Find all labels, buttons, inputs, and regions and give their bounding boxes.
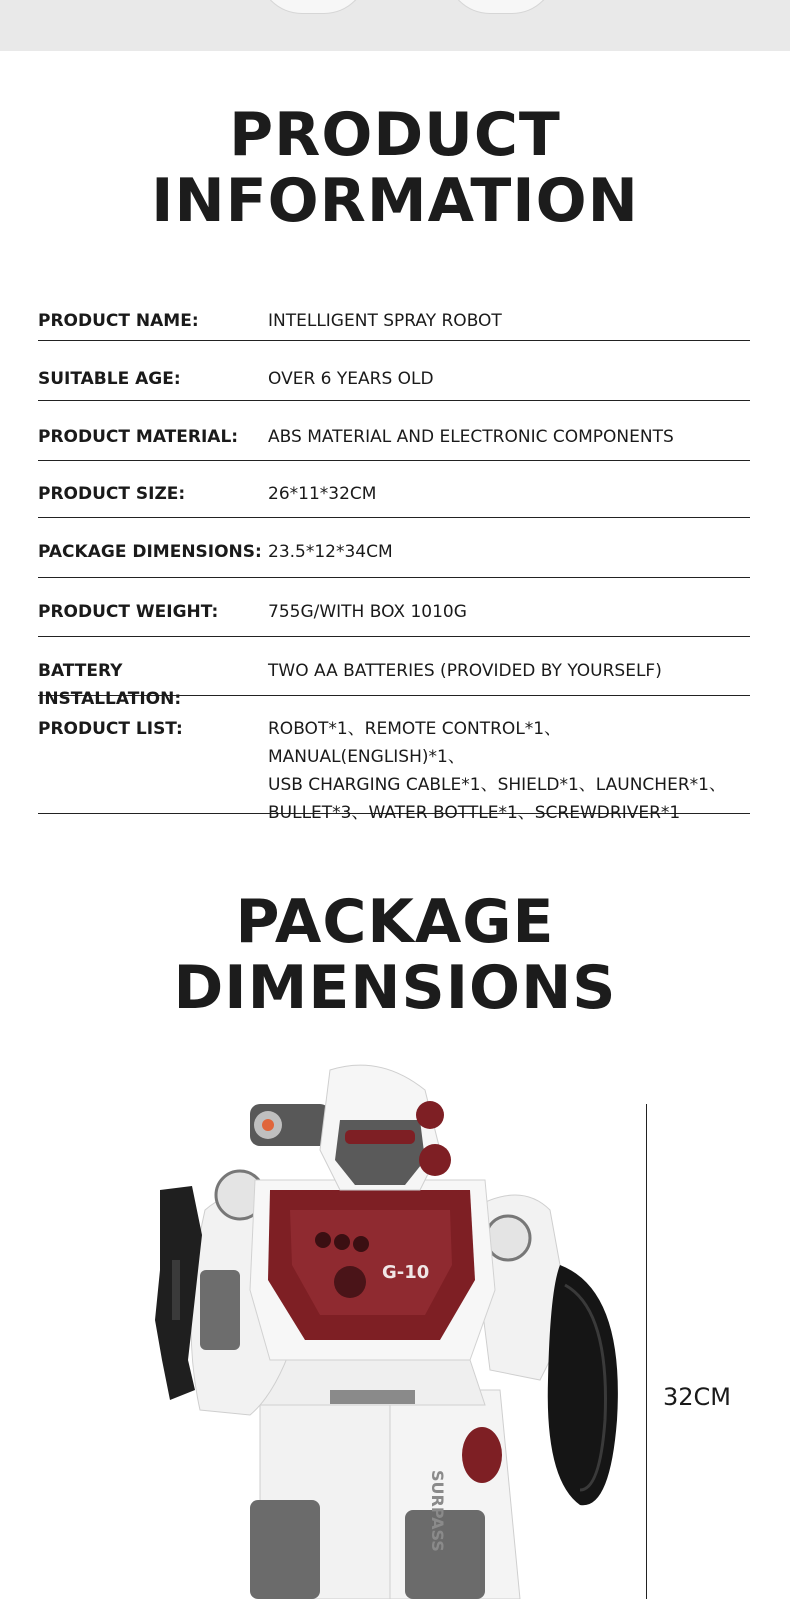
chest-logo: G-10	[382, 1262, 430, 1283]
product-information-title	[0, 102, 790, 234]
spec-table	[38, 300, 750, 823]
spec-value	[268, 715, 750, 823]
dimension-figure	[0, 1060, 790, 1599]
title-line: INFORMATION	[151, 166, 639, 236]
spec-value: TWO AA BATTERIES (PROVIDED BY YOURSELF)	[268, 661, 662, 681]
spec-label: BATTERY INSTALLATION:	[38, 661, 182, 709]
spec-value-line: ROBOT*1、REMOTE CONTROL*1、MANUAL(ENGLISH)*1、	[268, 719, 562, 767]
spec-value: 26*11*32CM	[268, 484, 377, 504]
spec-row	[38, 696, 750, 823]
spec-value: OVER 6 YEARS OLD	[268, 369, 434, 389]
spec-row	[38, 578, 750, 637]
title-line: PACKAGE	[235, 887, 555, 957]
title-line: PRODUCT	[229, 100, 561, 170]
leg-logo: SURPASS	[428, 1470, 447, 1552]
robot-foot-image	[258, 0, 368, 14]
spec-value-line: USB CHARGING CABLE*1、SHIELD*1、LAUNCHER*1、	[268, 775, 726, 795]
package-dimensions-title	[0, 889, 790, 1021]
height-dimension-label: 32CM	[663, 1383, 732, 1411]
spec-row	[38, 461, 750, 518]
spec-value: ABS MATERIAL AND ELECTRONIC COMPONENTS	[268, 427, 674, 447]
spec-value-line: BULLET*3、WATER BOTTLE*1、SCREWDRIVER*1	[268, 803, 681, 823]
spec-label: PRODUCT WEIGHT:	[38, 602, 219, 622]
spec-row	[38, 300, 750, 341]
spec-label: PRODUCT SIZE:	[38, 484, 186, 504]
spec-value: 23.5*12*34CM	[268, 542, 393, 562]
robot-foot-image	[446, 0, 556, 14]
title-line: DIMENSIONS	[173, 953, 617, 1023]
spec-label: PRODUCT LIST:	[38, 719, 183, 739]
spec-row	[38, 518, 750, 578]
height-dimension-line	[646, 1104, 647, 1599]
spec-row	[38, 341, 750, 401]
spec-row	[38, 637, 750, 709]
spec-label: PRODUCT MATERIAL:	[38, 427, 239, 447]
spec-row	[38, 401, 750, 461]
spec-label: PACKAGE DIMENSIONS:	[38, 542, 262, 562]
top-band	[0, 0, 790, 51]
spec-value: 755G/WITH BOX 1010G	[268, 602, 467, 622]
spec-label: PRODUCT NAME:	[38, 311, 199, 331]
robot-image	[140, 1060, 630, 1599]
spec-value: INTELLIGENT SPRAY ROBOT	[268, 311, 502, 331]
spec-label: SUITABLE AGE:	[38, 369, 181, 389]
